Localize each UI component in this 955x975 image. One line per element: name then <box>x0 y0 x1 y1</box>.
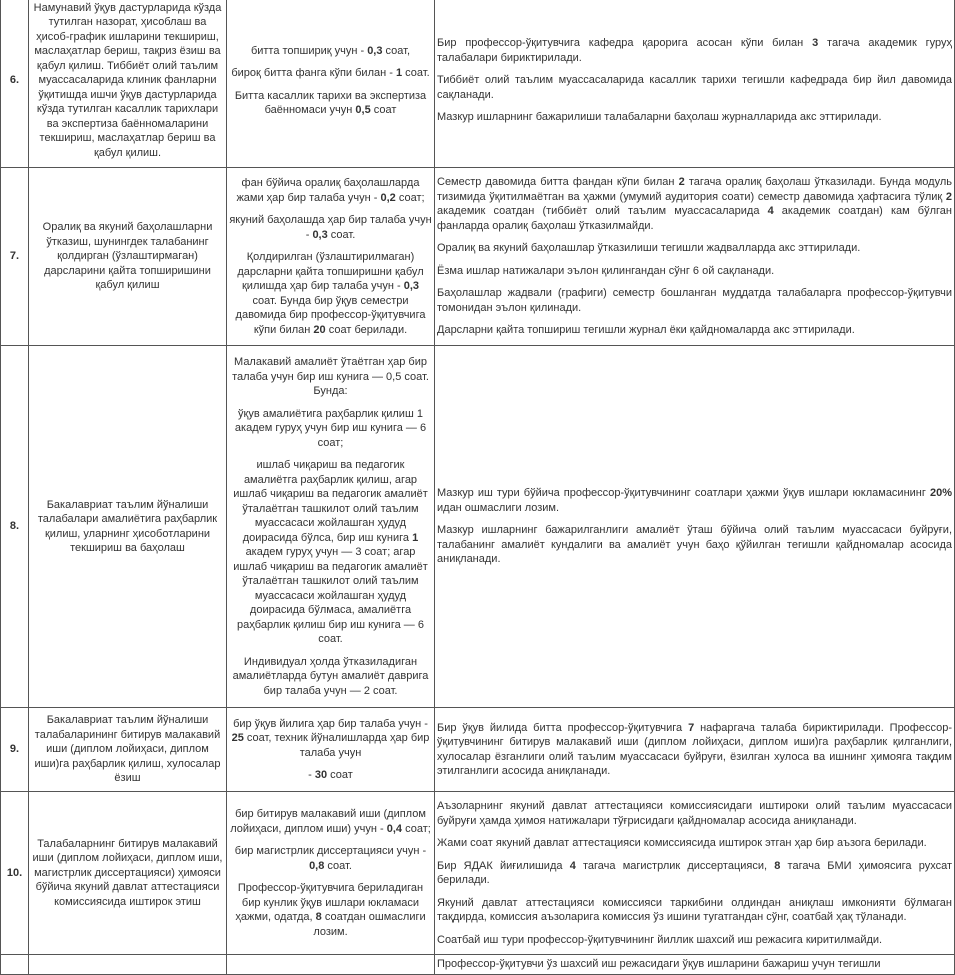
work-type-description: Талабаларнинг битирув малакавий иши (диплом лойиҳаси, диплом иши, магистрлик диссертацияси) ҳимояси бўйича якуний давлат аттестацияси комиссиясида иштирок этиш <box>29 792 227 955</box>
time-norm-cell <box>227 346 435 708</box>
emphasized-value: 2 <box>945 190 952 203</box>
text-segment: идан ошмаслиги лозим. <box>437 501 560 514</box>
text-segment: соат берилади. <box>325 323 408 336</box>
text-segment: бир ўқув йилига ҳар бир талаба учун - <box>233 717 428 730</box>
text-segment: ишлаб чиқариш ва педагогик амалиётга раҳбарлик қилиш, агар ишлаб чиқариш ва педагогик амалиёт ўталаётган ташкилот олий таълим муассасаси жойлашган ҳудуд доирасида бўлса, бир иш кунига <box>233 459 428 544</box>
text-segment: бироқ битта фанга кўпи билан - <box>231 67 396 79</box>
time-norm-paragraph <box>229 66 432 81</box>
row-number: 9. <box>1 708 29 792</box>
text-segment: соат, <box>382 44 411 57</box>
text-segment: бир битирув малакавий иши (диплом лойиҳаси, диплом иши) учун - <box>230 808 426 835</box>
text-segment: - <box>308 769 315 781</box>
note-paragraph <box>437 323 952 338</box>
work-type-description: Намунавий ўқув дастурларида кўзда тутилган назорат, ҳисоблаш ва ҳисоб-график ишларини текшириш, маслаҳатлар бериш, тақриз ёзиш ва қабул қилиш. Тиббиёт олий таълим муассасаларида клиник фанларни ўқитишда ишчи ўқув дастурларида кўзда тутилган касаллик тарихлари ва экспертиза баённомаларини текшириш, маслаҳатлар бериш ва қабул қилиш. <box>29 0 227 168</box>
emphasized-value: 1 <box>395 67 403 79</box>
row-number: 8. <box>1 346 29 708</box>
text-segment: Мазкур ишларнинг бажарилиши талабаларни баҳолаш журналларида акс эттирилади. <box>437 111 882 124</box>
time-norm-paragraph <box>229 768 432 783</box>
row-number: 7. <box>1 168 29 346</box>
text-segment: соат <box>327 769 353 781</box>
emphasized-value: 7 <box>688 721 695 734</box>
note-paragraph <box>437 241 952 256</box>
time-norm-paragraph <box>229 458 432 647</box>
notes-cell <box>435 792 955 955</box>
text-segment: Қолдирилган (ўзлаштирилмаган) дарсларни қайта топширишни қабул қилишда ҳар бир талаба учун - <box>237 251 424 292</box>
table-row <box>1 955 955 975</box>
emphasized-value: 8 <box>315 911 322 923</box>
text-segment: Индивидуал ҳолда ўтказиладиган амалиётларда бутун амалиёт даврига бир талаба учун — 2 соат. <box>232 655 429 697</box>
text-segment: соат, техник йўналишларда ҳар бир талаба учун <box>243 732 430 759</box>
emphasized-value: 0,3 <box>312 228 328 241</box>
notes-cell <box>435 955 955 975</box>
text-segment: академик соатдан (тиббиёт олий таълим муассасаларида <box>437 205 768 218</box>
table-row <box>1 346 955 708</box>
note-paragraph <box>437 36 952 65</box>
emphasized-value: 4 <box>569 859 576 872</box>
notes-cell <box>435 0 955 168</box>
time-norm-paragraph <box>229 807 432 836</box>
text-segment: соат. <box>324 859 352 872</box>
row-number <box>1 955 29 975</box>
emphasized-value: 0,3 <box>403 280 419 292</box>
text-segment: нафаргача талаба бириктирилади. Профессор-ўқитувчининг битирув малакавий иши (диплом лойиҳаси, диплом иши)га раҳбарлик қилганлиги, хулосалар ёзганлиги олий таълим муассасаси буйруғи, ёзилган хулоса ва ишнинг ҳимояга тақдим этилганлиги асосида аниқланади. <box>437 721 952 777</box>
time-norm-cell <box>227 955 435 975</box>
table-row <box>1 168 955 346</box>
emphasized-value: 0,4 <box>386 822 403 835</box>
emphasized-value: 20% <box>929 487 952 500</box>
note-paragraph <box>437 175 952 233</box>
emphasized-value: 25 <box>231 732 244 744</box>
text-segment: ўқув амалиётига раҳбарлик қилиш 1 академ гуруҳ учун бир иш кунига — 6 соат; <box>234 407 427 449</box>
text-segment: Мазкур иш тури бўйича профессор-ўқитувчининг соатлари ҳажми ўқув ишлари юкламасининг <box>437 487 930 500</box>
text-segment: тагача академик гуруҳ талабалари бириктирилади. <box>437 37 952 64</box>
text-segment: соат. <box>402 67 430 79</box>
emphasized-value: 0,5 <box>355 104 371 116</box>
text-segment: тагача оралиқ баҳолаш ўтказилади. Бунда модуль тизимида ўқитилмаётган ва ҳажми (умумий аудитория соати) семестр давомида ҳафтасига тўлиқ <box>437 176 952 203</box>
text-segment: Якуний давлат аттестацияси комиссияси таркибини олдиндан аниқлаш имконияти бўлмаган тақдирда, комиссия аъзоларига комиссия ўз ишини тугатгандан сўнг, соатбай ҳақ тўланади. <box>437 896 952 923</box>
time-norm-paragraph <box>229 213 432 242</box>
text-segment: тагача БМИ ҳимоясига рухсат берилади. <box>437 859 953 886</box>
note-paragraph <box>437 486 952 515</box>
notes-cell <box>435 346 955 708</box>
text-segment: соат. <box>327 228 356 241</box>
emphasized-value: 1 <box>412 531 419 544</box>
text-segment: академик соатдан) кам бўлган фанларда оралиқ баҳолаш ўтказилмайди. <box>437 205 952 232</box>
time-norm-cell <box>227 168 435 346</box>
table-row <box>1 792 955 955</box>
time-norm-paragraph <box>229 250 432 337</box>
note-paragraph <box>437 721 952 779</box>
text-segment: Оралиқ ва якуний баҳолашлар ўтказилиши тегишли жадвалларда акс эттирилади. <box>437 242 861 255</box>
text-segment: соат. Бунда бир ўқув семестри давомида бир профессор-ўқитувчига кўпи билан <box>235 294 426 336</box>
work-type-description: Оралиқ ва якуний баҳолашларни ўтказиш, шунингдек талабанинг қолдирган (ўзлаштирмаган) дарсларини қайта топширишини қабул қилиш <box>29 168 227 346</box>
text-segment: соат; <box>402 822 431 835</box>
text-segment: Профессор-ўқитувчига бериладиган бир кунлик ўқув ишлари юкламаси ҳажми, одатда, <box>235 882 424 923</box>
note-paragraph <box>437 110 952 125</box>
emphasized-value: 0,8 <box>309 859 325 872</box>
row-number: 6. <box>1 0 29 168</box>
note-paragraph <box>437 896 952 925</box>
time-norm-paragraph <box>229 355 432 399</box>
note-paragraph <box>437 523 952 567</box>
time-norm-paragraph <box>229 407 432 451</box>
time-norm-paragraph <box>229 844 432 873</box>
emphasized-value: 8 <box>774 859 781 872</box>
table-row <box>1 0 955 168</box>
time-norm-paragraph <box>229 717 432 761</box>
emphasized-value: 3 <box>812 37 819 50</box>
notes-cell <box>435 168 955 346</box>
text-segment: соат <box>370 104 397 116</box>
text-segment: Жами соат якуний давлат аттестацияси комиссиясида иштирок этган ҳар бир аъзога берилади. <box>437 837 927 849</box>
emphasized-value: 0,3 <box>367 44 383 57</box>
text-segment: академ гуруҳ учун — 3 соат; агар ишлаб чиқариш ва педагогик амалиёт ўталаётган ташкилот олий таълим муассасаси жойлашган ҳудуд доирасида бўлмаса, амалиётга раҳбарлик қилиш бир иш кунига — 6 соат. <box>233 546 428 645</box>
text-segment: Соатбай иш тури профессор-ўқитувчининг йиллик шахсий иш режасига киритилмайди. <box>437 933 883 946</box>
note-paragraph <box>437 799 952 828</box>
table-row <box>1 708 955 792</box>
text-segment: Малакавий амалиёт ўтаётган ҳар бир талаба учун бир иш кунига — 0,5 соат. Бунда: <box>232 356 429 397</box>
time-norm-paragraph <box>229 89 432 118</box>
work-type-description <box>29 955 227 975</box>
emphasized-value: 2 <box>678 176 685 189</box>
note-paragraph <box>437 264 952 279</box>
work-type-description: Бакалавриат таълим йўналиши талабаларининг битирув малакавий иши (диплом лойиҳаси, диплом иши)га раҳбарлик қилиш, хулосалар ёзиш <box>29 708 227 792</box>
text-segment: Дарсларни қайта топшириш тегишли журнал ёки қайдномаларда акс эттирилади. <box>437 324 855 337</box>
text-segment: битта топшириқ учун - <box>250 44 368 57</box>
text-segment: соат; <box>395 191 425 204</box>
text-segment: Ёзма ишлар натижалари эълон қилингандан сўнг 6 ой сақланади. <box>437 264 775 277</box>
notes-cell <box>435 708 955 792</box>
note-paragraph <box>437 859 952 888</box>
emphasized-value: 0,2 <box>380 191 396 204</box>
text-segment: Бир профессор-ўқитувчига кафедра қарорига асосан кўпи билан <box>437 37 813 50</box>
text-segment: Профессор-ўқитувчи ўз шахсий иш режасидаги ўқув ишларини бажариш учун тегишли <box>437 958 881 970</box>
emphasized-value: 4 <box>767 205 774 218</box>
emphasized-value: 30 <box>314 769 328 781</box>
text-segment: соатдан ошмаслиги лозим. <box>313 911 426 938</box>
note-paragraph <box>437 286 952 315</box>
row-number: 10. <box>1 792 29 955</box>
text-segment: Бир ЯДАК йиғилишида <box>437 859 570 872</box>
text-segment: Битта касаллик тарихи ва экспертиза баённомаси учун <box>234 89 427 116</box>
note-paragraph <box>437 957 952 972</box>
note-paragraph <box>437 933 952 948</box>
text-segment: Тиббиёт олий таълим муассасаларида касаллик тарихи тегишли кафедрада бир йил давомида сақланади. <box>437 74 952 101</box>
work-type-description: Бакалавриат таълим йўналиши талабалари амалиётига раҳбарлик қилиш, уларнинг ҳисоботларини текшириш ва баҳолаш <box>29 346 227 708</box>
text-segment: фан бўйича оралиқ баҳолашларда жами ҳар бир талаба учун - <box>236 177 420 204</box>
text-segment: бир магистрлик диссертацияси учун - <box>234 845 427 857</box>
text-segment: Мазкур ишларнинг бажарилганлиги амалиёт ўташ бўйича олий таълим муассасаси буйруғи, талабанинг амалиёт кундалиги ва амалиёт учун баҳо қўйилган тегишли қайдномалар асосида аниқланади. <box>437 524 952 566</box>
emphasized-value: 20 <box>313 323 326 336</box>
time-norm-paragraph <box>229 44 432 59</box>
time-norm-paragraph <box>229 176 432 205</box>
time-norm-cell <box>227 792 435 955</box>
text-segment: Бир ўқув йилида битта профессор-ўқитувчига <box>437 721 689 734</box>
note-paragraph <box>437 836 952 851</box>
text-segment: Баҳолашлар жадвали (графиги) семестр бошланган муддатда талабаларга профессор-ўқитувчи томонидан эълон қилинади. <box>437 287 952 314</box>
time-norm-cell <box>227 0 435 168</box>
time-norm-paragraph <box>229 655 432 699</box>
time-norm-paragraph <box>229 881 432 939</box>
time-norm-cell <box>227 708 435 792</box>
text-segment: якуний баҳолашда ҳар бир талаба учун - <box>229 214 432 241</box>
note-paragraph <box>437 73 952 102</box>
text-segment: Семестр давомида битта фандан кўпи билан <box>437 176 679 189</box>
text-segment: Аъзоларнинг якуний давлат аттестацияси комиссиясидаги иштироки олий таълим муассасаси буйруғи ҳамда ҳимоя натижалари тўғрисидаги қайдномалар асосида аниқланади. <box>437 800 952 827</box>
text-segment: тагача магистрлик диссертацияси, <box>575 859 775 872</box>
